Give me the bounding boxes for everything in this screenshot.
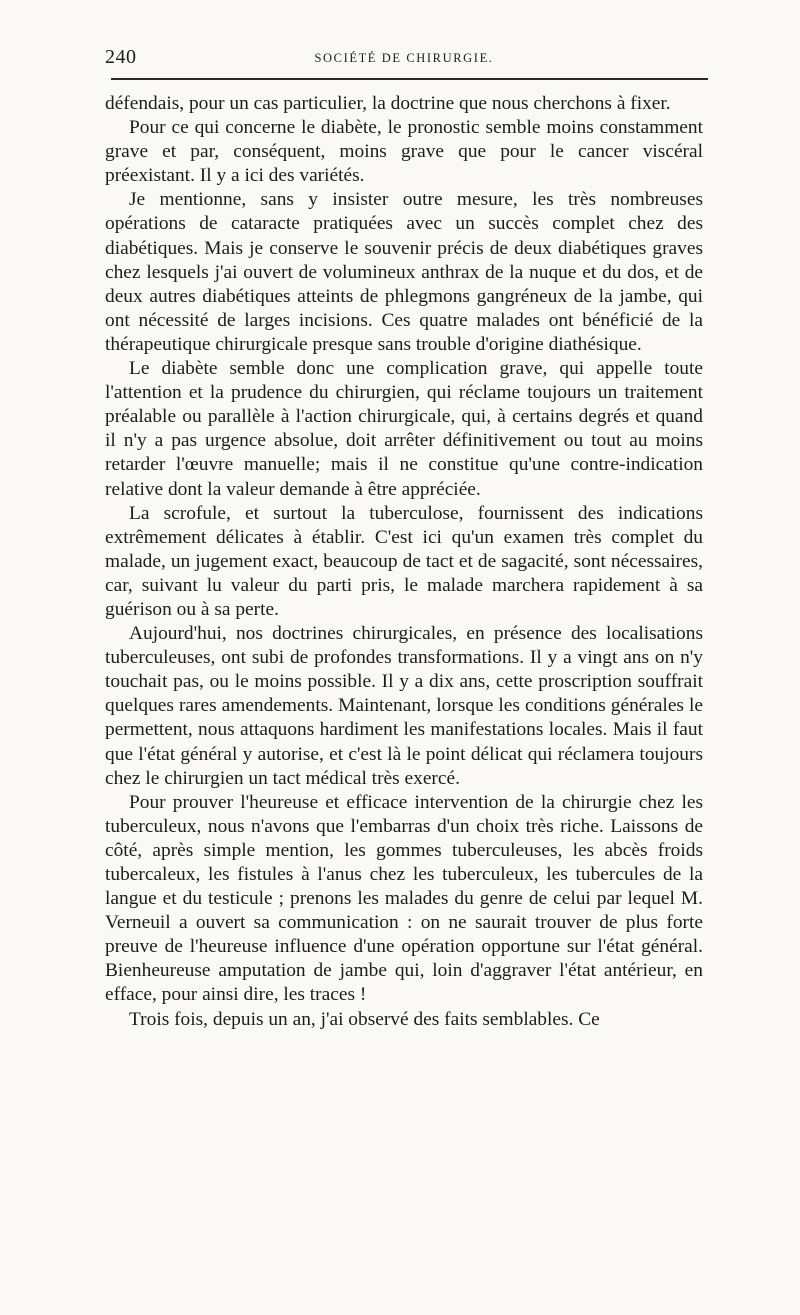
body-text bbox=[105, 92, 703, 1032]
paragraph-1: défendais, pour un cas particulier, la doctrine que nous cherchons à fixer. bbox=[105, 93, 671, 114]
running-title: SOCIÉTÉ DE CHIRURGIE. bbox=[314, 51, 494, 65]
page-number: 240 bbox=[105, 46, 137, 68]
paragraph-7: Pour prouver l'heureuse et efficace intervention de la chirurgie chez les tuberculeux, nous n'avons que l'embarras d'un choix très riche. Laissons de côté, après simple mention, les gommes tuberculeuses, les abcès froids tubercaleux, les fistules à l'anus chez les tuberculeux, les tubercules de la langue et du testicule ; prenons les malades du genre de celui par lequel M. Verneuil a ouvert sa communication : on ne saurait trouver de plus forte preuve de l'heureuse influence d'une opération opportune sur l'état général. Bienheureuse amputation de jambe qui, loin d'aggraver l'état antérieur, en efface, pour ainsi dire, les traces ! bbox=[105, 791, 703, 1006]
paragraph-4: Le diabète semble donc une complication grave, qui appelle toute l'attention et la prudence du chirurgien, qui réclame toujours un traitement préalable ou parallèle à l'action chirurgicale, qui, à certains degrés et quand il n'y a pas urgence absolue, doit arrêter définitivement ou tout au moins retarder l'œuvre manuelle; mais il ne constitue qu'une contre-indication relative dont la valeur demande à être appréciée. bbox=[105, 358, 703, 500]
paragraph-2: Pour ce qui concerne le diabète, le pronostic semble moins constamment grave et par, conséquent, moins grave que pour le cancer viscéral préexistant. Il y a ici des variétés. bbox=[105, 117, 703, 187]
paragraph-5: La scrofule, et surtout la tuberculose, fournissent des indications extrêmement délicates à établir. C'est ici qu'un examen très complet du malade, un jugement exact, beaucoup de tact et de sagacité, sont nécessaires, car, suivant lu valeur du parti pris, le malade marchera rapidement à sa guérison ou à sa perte. bbox=[105, 502, 703, 620]
paragraph-3: Je mentionne, sans y insister outre mesure, les très nombreuses opérations de cataracte pratiquées avec un succès complet chez des diabétiques. Mais je conserve le souvenir précis de deux diabétiques graves chez lesquels j'ai ouvert de volumineux anthrax de la nuque et du dos, et de deux autres diabétiques atteints de phlegmons gangréneux de la jambe, qui ont nécessité de larges incisions. Ces quatre malades ont bénéficié de la thérapeutique chirurgicale presque sans trouble d'origine diathésique. bbox=[105, 189, 703, 355]
header-rule bbox=[111, 78, 708, 80]
page-header bbox=[105, 0, 703, 72]
paragraph-6: Aujourd'hui, nos doctrines chirurgicales, en présence des localisations tuberculeuses, ont subi de profondes transformations. Il y a vingt ans on n'y touchait pas, ou le moins possible. Il y a dix ans, cette proscription souffrait quelques rares amendements. Maintenant, lorsque les conditions générales le permettent, nous attaquons hardiment les manifestations locales. Mais il faut que l'état général y autorise, et c'est là le point délicat qui réclamera toujours chez le chirurgien un tact médical très exercé. bbox=[105, 623, 703, 789]
book-page bbox=[105, 0, 703, 1030]
paragraph-8: Trois fois, depuis un an, j'ai observé des faits semblables. Ce bbox=[129, 1008, 600, 1030]
